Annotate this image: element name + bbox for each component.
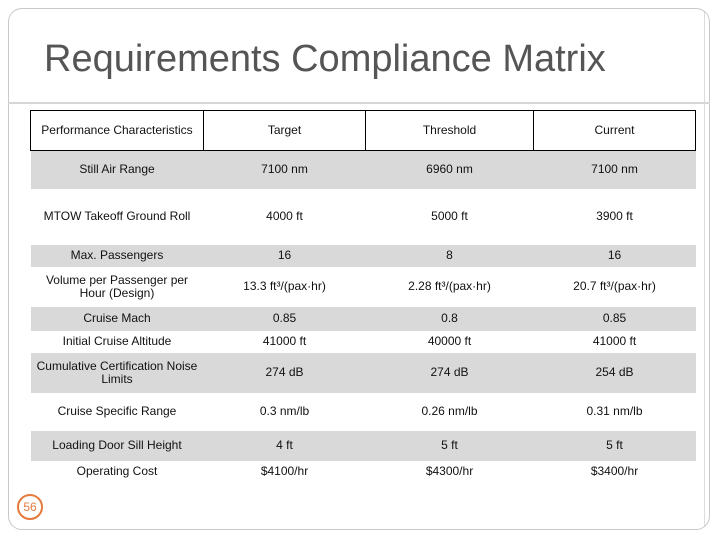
- page-number-badge: 56: [17, 494, 43, 520]
- row-label: MTOW Takeoff Ground Roll: [43, 209, 191, 223]
- table-row: [31, 267, 696, 307]
- row-label: Initial Cruise Altitude: [62, 333, 172, 348]
- current-value: 254 dB: [534, 353, 696, 393]
- threshold-value: 0.8: [366, 307, 534, 331]
- table-row: [31, 245, 696, 267]
- page-title: Requirements Compliance Matrix: [44, 38, 606, 80]
- threshold-value: 0.26 nm/lb: [421, 404, 478, 418]
- table-row: [31, 331, 696, 353]
- target-value: 0.3 nm/lb: [259, 404, 310, 418]
- target-value: 7100 nm: [204, 151, 366, 189]
- threshold-value: 5 ft: [366, 431, 534, 461]
- title-divider: [8, 102, 710, 104]
- threshold-value: 2.28 ft³/(pax·hr): [408, 279, 491, 293]
- table-row: [31, 353, 696, 393]
- threshold-value: 6960 nm: [366, 151, 534, 189]
- row-label: Max. Passengers: [31, 245, 204, 267]
- row-label: Cumulative Certification Noise Limits: [31, 353, 204, 393]
- target-value: 4 ft: [204, 431, 366, 461]
- current-value: 5 ft: [534, 431, 696, 461]
- table-row: [31, 151, 696, 189]
- target-value: 0.85: [204, 307, 366, 331]
- current-value: 16: [534, 245, 696, 267]
- threshold-value: 274 dB: [366, 353, 534, 393]
- compliance-matrix-table: [30, 110, 696, 483]
- current-value: 20.7 ft³/(pax·hr): [573, 279, 656, 293]
- table-row: [31, 461, 696, 483]
- row-label: Volume per Passenger per Hour (Design): [45, 272, 189, 300]
- threshold-value: 40000 ft: [427, 333, 472, 348]
- row-label: Still Air Range: [31, 151, 204, 189]
- table-row: [31, 393, 696, 431]
- target-value: 41000 ft: [262, 333, 307, 348]
- table-row: [31, 307, 696, 331]
- threshold-value: 5000 ft: [431, 209, 468, 223]
- threshold-value: $4300/hr: [425, 464, 474, 478]
- row-label: Cruise Specific Range: [57, 404, 177, 418]
- table-row: [31, 431, 696, 461]
- target-value: $4100/hr: [260, 464, 309, 478]
- target-value: 274 dB: [204, 353, 366, 393]
- row-label: Loading Door Sill Height: [31, 431, 204, 461]
- current-value: 3900 ft: [596, 209, 633, 223]
- target-value: 13.3 ft³/(pax·hr): [243, 279, 326, 293]
- table-row: [31, 189, 696, 245]
- current-value: 41000 ft: [592, 333, 637, 348]
- column-header-characteristics: Performance Characteristics: [31, 111, 204, 151]
- current-value: 0.85: [534, 307, 696, 331]
- current-value: 0.31 nm/lb: [586, 404, 643, 418]
- frame-right-edge: [704, 12, 705, 526]
- target-value: 16: [204, 245, 366, 267]
- target-value: 4000 ft: [266, 209, 303, 223]
- row-label: Operating Cost: [76, 464, 158, 478]
- column-header-current: Current: [534, 111, 696, 151]
- table-header-row: [31, 111, 696, 151]
- current-value: 7100 nm: [534, 151, 696, 189]
- current-value: $3400/hr: [590, 464, 639, 478]
- column-header-threshold: Threshold: [366, 111, 534, 151]
- threshold-value: 8: [366, 245, 534, 267]
- row-label: Cruise Mach: [31, 307, 204, 331]
- column-header-target: Target: [204, 111, 366, 151]
